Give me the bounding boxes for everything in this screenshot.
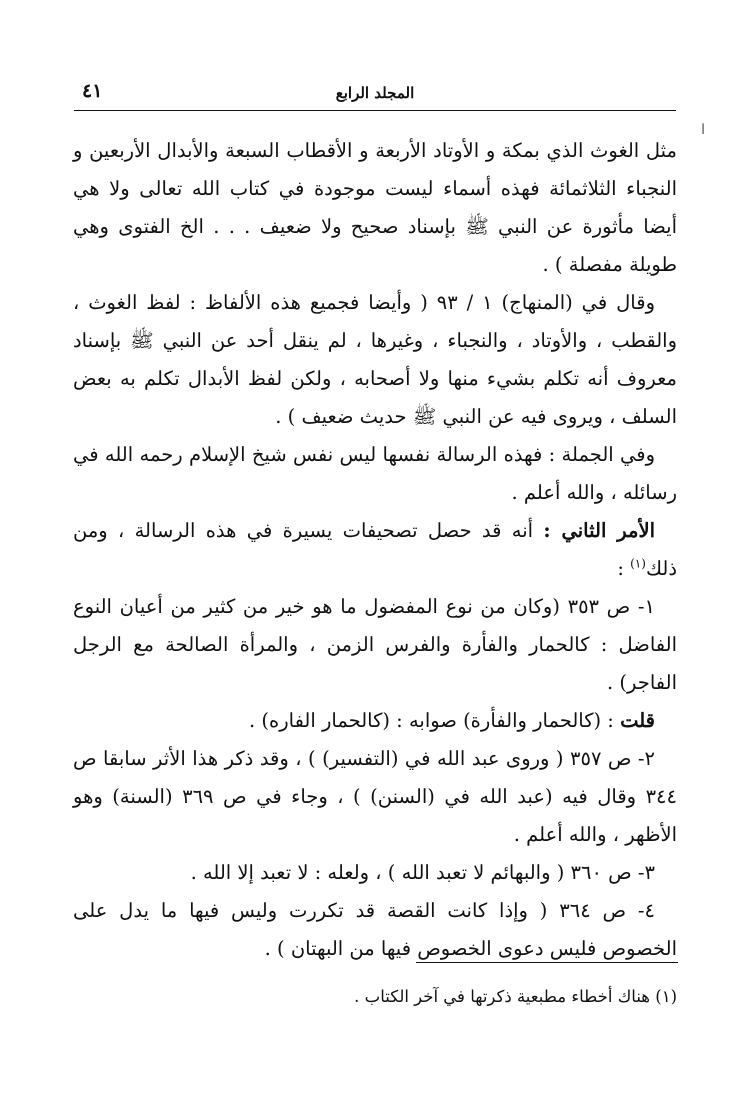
paragraph: مثل الغوث الذي بمكة و الأوتاد الأربعة و الأقطاب السبعة والأبدال الأربعين و النجباء الثلاثمائة فهذه أسماء ليست موجودة في كتاب الله تعالى ولا هي أيضا مأثورة عن النبي ﷺ بإسناد صحيح ولا ضعيف . . . الخ الفتوى وهي طويلة مفصلة ) . (73, 139, 677, 276)
correction-item: ١- ص ٣٥٣ (وكان من نوع المفضول ما هو خير من كثير من أعيان النوع الفاضل : كالحمار والفأرة والفرس الزمن ، والمرأة الصالحة مع الرجل الفاجر) . (73, 595, 677, 694)
second-matter-label: الأمر الثاني : (543, 519, 656, 542)
page-header (74, 80, 676, 110)
qult-text: : (كالحمار والفأرة) صوابه : (كالحمار الفاره) . (248, 709, 614, 732)
qult-paragraph (73, 702, 677, 740)
correction-item: ٣- ص ٣٦٠ ( والبهائم لا تعبد الله ) ، ولعله : لا تعبد إلا الله . (190, 861, 655, 884)
second-matter-text: أنه قد حصل تصحيفات يسيرة في هذه الرسالة ، ومن ذلك (73, 519, 677, 580)
header-divider (74, 110, 676, 111)
paragraph: وفي الجملة : فهذه الرسالة نفسها ليس نفس شيخ الإسلام رحمه الله في رسائله ، والله أعلم . (73, 443, 677, 504)
footnote-divider (416, 962, 678, 963)
main-text (73, 132, 677, 968)
footnote: (١) هناك أخطاء مطبعية ذكرتها في آخر الكتاب . (354, 987, 677, 1006)
correction-item: ٤- ص ٣٦٤ ( وإذا كانت القصة قد تكررت وليس فيها ما يدل على الخصوص فليس دعوى الخصوص فيها من البهتان ) . (73, 899, 677, 960)
page-number: ٤١ (82, 80, 103, 102)
qult-label: قلت (620, 709, 655, 732)
volume-title: المجلد الرابع (335, 84, 415, 102)
second-matter-paragraph (73, 512, 677, 588)
footnote-reference: (١) (630, 556, 646, 571)
paragraph: وقال في (المنهاج) ١ / ٩٣ ( وأيضا فجميع هذه الألفاظ : لفظ الغوث ، والقطب ، والأوتاد ، والنجباء ، وغيرها ، لم ينقل أحد عن النبي ﷺ بإسناد معروف أنه تكلم بشيء منها ولا أصحابه ، ولكن لفظ الأبدال تكلم به بعض السلف ، ويروى فيه عن النبي ﷺ حديث ضعيف ) . (73, 291, 677, 428)
second-matter-tail: : (617, 557, 631, 580)
margin-mark: ا (701, 122, 705, 138)
correction-item: ٢- ص ٣٥٧ ( وروى عبد الله في (التفسير) ) ، وقد ذكر هذا الأثر سابقا ص ٣٤٤ وقال فيه (عبد الله في (السنن) ) ، وجاء في ص ٣٦٩ (السنة) وهو الأظهر ، والله أعلم . (73, 747, 677, 846)
